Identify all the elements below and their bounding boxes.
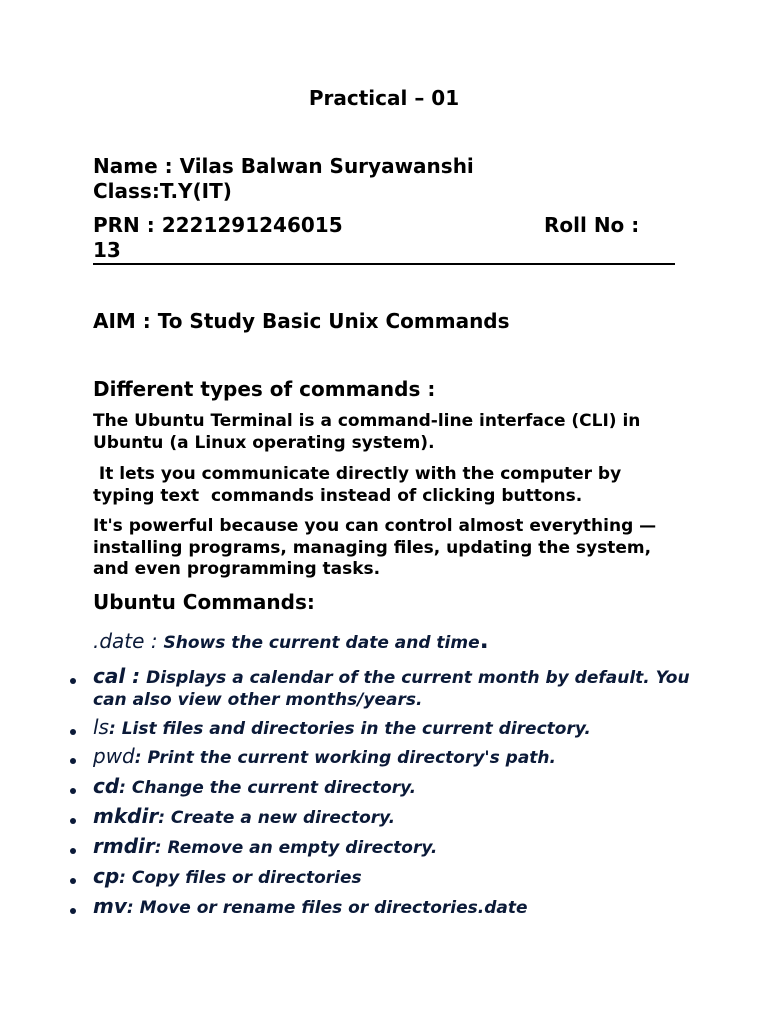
roll-label: Roll No : bbox=[544, 213, 640, 237]
bullet-icon bbox=[70, 848, 76, 854]
intro-paragraph-1: The Ubuntu Terminal is a command-line interface (CLI) in Ubuntu (a Linux operating system). bbox=[93, 411, 641, 453]
bullet-icon bbox=[70, 678, 76, 684]
intro-paragraph-2: It lets you communicate directly with the computer by typing text commands instead of clicking buttons. bbox=[93, 464, 628, 506]
page-title: Practical – 01 bbox=[308, 86, 460, 110]
command-mkdir-desc: : Create a new directory. bbox=[158, 808, 396, 828]
bullet-icon bbox=[70, 878, 76, 884]
command-ls-desc: : List files and directories in the current directory. bbox=[108, 719, 591, 739]
command-date-name: .date : bbox=[93, 629, 158, 653]
bullet-icon bbox=[70, 788, 76, 794]
bullet-icon bbox=[70, 818, 76, 824]
command-pwd-desc: : Print the current working directory's path. bbox=[134, 748, 556, 768]
bullet-icon bbox=[70, 758, 76, 764]
command-date-end: . bbox=[479, 626, 489, 654]
intro-paragraph-3: It's powerful because you can control almost everything — installing programs, managing files, updating the system, and even programming tasks. bbox=[93, 516, 657, 579]
command-mkdir bbox=[93, 806, 693, 830]
ubuntu-commands-heading: Ubuntu Commands: bbox=[93, 590, 315, 614]
command-cd bbox=[93, 776, 693, 800]
roll-value: 13 bbox=[93, 238, 121, 262]
command-cp-desc: : Copy files or directories bbox=[119, 868, 362, 888]
command-date-desc: Shows the current date and time bbox=[157, 633, 480, 653]
bullet-icon bbox=[70, 729, 76, 735]
command-ls bbox=[93, 717, 693, 741]
command-mkdir-name: mkdir bbox=[93, 804, 159, 828]
student-name: Name : Vilas Balwan Suryawanshi bbox=[93, 154, 474, 178]
command-mv bbox=[93, 896, 693, 920]
command-mv-name: mv bbox=[93, 894, 127, 918]
header-divider bbox=[93, 263, 675, 265]
command-rmdir bbox=[93, 836, 693, 860]
command-ls-name: ls bbox=[93, 715, 109, 739]
command-rmdir-name: rmdir bbox=[93, 834, 155, 858]
student-prn: PRN : 2221291246015 bbox=[93, 213, 343, 237]
command-cal bbox=[93, 664, 696, 711]
command-pwd bbox=[93, 746, 693, 770]
student-class: Class:T.Y(IT) bbox=[93, 179, 232, 203]
command-cal-desc: Displays a calendar of the current month by default. You can also view other months/years. bbox=[93, 668, 696, 710]
command-cd-desc: : Change the current directory. bbox=[119, 778, 417, 798]
command-cal-name: cal : bbox=[93, 664, 141, 688]
command-cp bbox=[93, 866, 693, 890]
types-heading: Different types of commands : bbox=[93, 377, 436, 401]
command-date bbox=[93, 626, 693, 655]
command-pwd-name: pwd bbox=[93, 744, 135, 768]
command-cp-name: cp bbox=[93, 864, 120, 888]
command-cd-name: cd bbox=[93, 774, 120, 798]
command-mv-desc: : Move or rename files or directories.date bbox=[126, 898, 528, 918]
command-rmdir-desc: : Remove an empty directory. bbox=[154, 838, 438, 858]
bullet-icon bbox=[70, 908, 76, 914]
aim-heading: AIM : To Study Basic Unix Commands bbox=[93, 309, 510, 333]
